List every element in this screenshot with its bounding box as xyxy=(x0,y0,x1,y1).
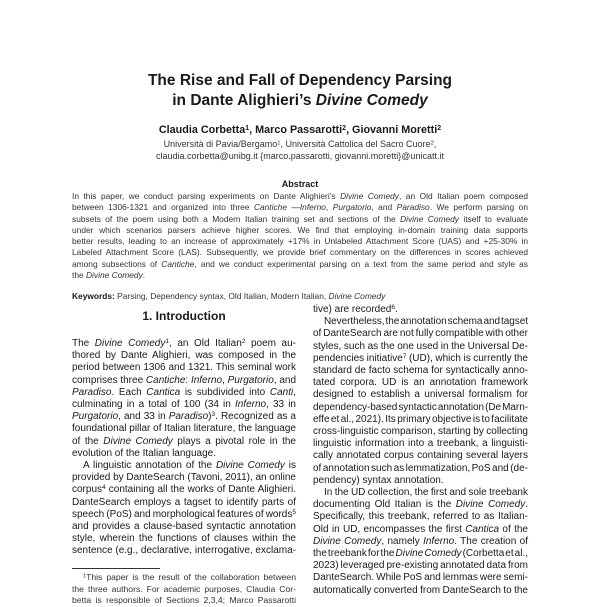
text-segment: is subdivided into xyxy=(180,386,270,398)
text-segment: . xyxy=(525,499,528,511)
text-line xyxy=(72,191,528,202)
text-segment: Nevertheless, the annotation schema and tagset xyxy=(324,316,528,328)
text-line xyxy=(313,353,528,365)
text-segment: betta is responsible of Sections 2,3,4; Marco Passarotti xyxy=(72,595,296,606)
text-segment: This paper is the result of the collaboration between xyxy=(86,572,296,582)
text-line xyxy=(72,375,296,387)
abstract-body xyxy=(72,191,528,281)
text-segment: cross-linguistic comparison, starting by collecting xyxy=(313,426,528,438)
text-line xyxy=(115,291,385,301)
text-line xyxy=(72,509,296,521)
abstract-heading: Abstract xyxy=(281,179,319,189)
text-segment: Labeled Attachment Score (LAS). Subsequently, we provide brief commentary on the differences in scores achieved xyxy=(72,247,528,258)
text-line xyxy=(313,389,528,401)
text-line xyxy=(72,484,296,496)
text-segment: between 1306-1321 and organized into three xyxy=(72,202,254,213)
text-segment: A linguistic annotation of the xyxy=(83,460,216,472)
text-segment: The Rise and Fall of Dependency Parsing xyxy=(147,72,453,89)
italic-text: Divine Comedy xyxy=(455,499,526,511)
italic-text: Divine Comedy xyxy=(313,535,382,547)
italic-text: Cantiche xyxy=(161,258,195,269)
text-segment: , and 33 in xyxy=(118,411,169,423)
text-segment: In the UD collection, the first and sole treebank xyxy=(324,487,528,499)
text-segment: . Each xyxy=(111,386,147,398)
text-segment: . We perform parsing on xyxy=(429,202,528,213)
text-segment: dependency-based syntactic annotation (De Marn- xyxy=(313,401,528,413)
footnote-marker: 1 xyxy=(83,573,87,580)
footnote-marker: 2 xyxy=(342,124,347,132)
text-segment: speech (PoS) and morphological features of words xyxy=(72,508,293,520)
text-segment: the three authors. For academic purposes, Claudia Cor- xyxy=(72,583,296,594)
text-segment: period between 1306 and 1321. This seminal work xyxy=(72,362,296,374)
text-segment: of the xyxy=(499,523,528,535)
text-line xyxy=(313,475,528,487)
italic-text: Purgatorio xyxy=(72,411,119,423)
text-segment: 2023) leveraged pre-existing annotated data from xyxy=(313,560,528,572)
italic-text: Divine Comedy xyxy=(85,270,143,281)
text-segment: in Dante Alighieri’s xyxy=(172,92,316,109)
text-segment: itself to evaluate xyxy=(458,213,528,224)
text-line xyxy=(0,150,600,162)
text-segment: of DanteSearch are not fully compatible with other xyxy=(313,328,528,340)
italic-text: Cantiche xyxy=(145,374,186,386)
text-segment: : xyxy=(185,374,191,386)
italic-text: Divine Comedy xyxy=(215,460,285,472)
text-segment: . The creation of xyxy=(454,535,528,547)
text-segment: , and we conduct experimental parsing on a text from the same period and style as xyxy=(194,258,528,269)
text-line xyxy=(0,123,600,137)
text-line xyxy=(313,487,528,499)
footnote-marker: 6 xyxy=(391,304,395,312)
text-line xyxy=(313,560,528,572)
text-segment: standard de facto schema for syntactically anno- xyxy=(313,365,528,377)
text-segment: (UD), which is currently the xyxy=(406,352,528,364)
text-line xyxy=(72,411,296,423)
text-segment: tive) are recorded xyxy=(313,304,392,315)
text-segment: In this paper, we conduct parsing experiments on Dante Alighieri’s xyxy=(72,191,341,201)
text-line xyxy=(72,472,296,484)
text-segment: Specifically, this treebank, referred to as Italian- xyxy=(313,511,528,523)
text-line xyxy=(72,338,296,350)
text-line xyxy=(72,533,296,545)
text-line xyxy=(313,426,528,438)
text-segment: and provides a clause-based syntactic annotation xyxy=(72,521,296,533)
text-line xyxy=(313,341,528,353)
text-segment: provided by DanteSearch (Tavoni, 2011), an online xyxy=(72,472,296,484)
footnote-marker: 1 xyxy=(245,124,250,132)
text-segment: poem au- xyxy=(245,338,297,349)
text-line xyxy=(313,365,528,377)
author-list xyxy=(0,123,600,137)
text-segment: the xyxy=(72,270,86,281)
text-segment: , xyxy=(293,386,296,398)
footnote-marker: 5 xyxy=(292,508,296,516)
text-segment: The xyxy=(72,338,95,349)
text-segment: among subsections of xyxy=(72,258,162,269)
footnote-marker: 7 xyxy=(402,352,407,360)
text-segment: tated corpora. UD is an annotation framework xyxy=(313,377,528,389)
text-segment: , Giovanni Moretti xyxy=(346,124,438,136)
footnote-divider xyxy=(72,568,160,569)
text-line xyxy=(313,572,528,584)
text-line xyxy=(313,536,528,548)
text-segment: , an Old Italian xyxy=(169,338,242,349)
italic-text: Divine Comedy xyxy=(315,92,428,109)
footnote-marker: 1 xyxy=(165,338,169,346)
text-segment: Parsing, Dependency syntax, Old Italian, Modern Italian, xyxy=(114,291,329,301)
text-line xyxy=(72,214,528,225)
text-line xyxy=(72,350,296,362)
text-line xyxy=(72,460,296,472)
footnote-marker: 3 xyxy=(211,411,216,419)
text-line xyxy=(313,511,528,523)
text-line xyxy=(72,270,528,281)
footnote-marker: 4 xyxy=(102,484,106,492)
text-segment: documenting Old Italian is the xyxy=(313,499,456,511)
footnote xyxy=(72,572,296,607)
italic-text: Cantica xyxy=(465,523,500,535)
text-line xyxy=(72,584,296,596)
text-segment: DanteSearch employs a tagset to identify parts of xyxy=(72,496,296,508)
text-line xyxy=(72,259,528,270)
text-segment: of the xyxy=(72,435,104,447)
text-segment: the treebank for the xyxy=(313,548,396,560)
italic-text: Divine Comedy xyxy=(94,338,166,349)
text-segment: evolution of the Italian language. xyxy=(72,447,216,459)
text-segment: . xyxy=(142,270,146,281)
text-segment: sentence (e.g., declarative, interrogative, exclama- xyxy=(72,545,296,557)
text-line xyxy=(313,463,528,475)
text-line xyxy=(313,304,528,316)
keywords-label: Keywords: xyxy=(72,291,115,301)
text-segment: claudia.corbetta@unibg.it {marco.passarotti, giovanni.moretti}@unicatt.it xyxy=(156,151,444,161)
text-line xyxy=(313,328,528,340)
keywords-list xyxy=(115,291,385,301)
text-segment: , Università Cattolica del Sacro Cuore xyxy=(280,139,431,149)
italic-text: Divine Comedy xyxy=(340,191,399,201)
text-segment: foundational pillar of Italian literature, the language xyxy=(72,423,296,435)
text-line xyxy=(313,450,528,462)
text-segment: Old in UD, encompasses the first xyxy=(313,523,466,535)
text-segment: is xyxy=(284,460,296,472)
text-segment: , 33 in xyxy=(266,399,296,411)
text-line xyxy=(313,377,528,389)
keywords xyxy=(72,291,385,302)
text-segment: Claudia Corbetta xyxy=(158,124,246,136)
italic-text: Divine Comedy xyxy=(395,548,462,560)
text-segment: style, wherein the functions of clauses within the xyxy=(72,533,296,545)
text-segment: Università di Pavia/Bergamo xyxy=(163,139,278,149)
italic-text: Inferno xyxy=(234,399,267,411)
italic-text: Purgatorio xyxy=(332,202,372,213)
text-segment: styles, such as the one used in the Universal De- xyxy=(313,340,528,352)
footnote-marker: 2 xyxy=(437,124,442,132)
italic-text: Paradiso xyxy=(168,411,209,423)
text-segment: plays a pivotal role in the xyxy=(172,435,296,447)
text-segment: thored by Dante Alighieri, was composed in the xyxy=(72,350,296,362)
text-line xyxy=(72,521,296,533)
text-line xyxy=(313,499,528,511)
italic-text: Paradiso xyxy=(396,202,430,213)
text-segment: designed to establish a universal formalism for xyxy=(313,389,528,401)
text-line xyxy=(72,225,528,236)
section-heading-introduction: 1. Introduction xyxy=(142,309,226,323)
text-segment: cally annotated corpus containing several layers xyxy=(313,450,528,462)
italic-text: Divine Comedy xyxy=(328,291,386,301)
text-line xyxy=(72,545,296,557)
italic-text: Paradiso xyxy=(72,386,112,398)
text-segment: pendency) syntax annotation. xyxy=(313,474,444,486)
text-line xyxy=(313,438,528,450)
text-line xyxy=(0,138,600,150)
text-segment: (Corbetta et al., xyxy=(461,548,528,560)
text-segment: , an Old Italian poem composed xyxy=(399,191,528,201)
text-line xyxy=(313,585,528,597)
text-line xyxy=(72,362,296,374)
text-segment: pendencies initiative xyxy=(313,352,403,364)
footnote-marker: 2 xyxy=(430,140,434,147)
text-line xyxy=(72,448,296,460)
text-segment: of annotation such as lemmatization, PoS and (de- xyxy=(313,462,528,474)
text-line xyxy=(72,436,296,448)
text-segment: , xyxy=(325,202,333,213)
footnote-marker: 1 xyxy=(277,140,281,147)
italic-text: Inferno xyxy=(190,374,223,386)
text-line xyxy=(313,414,528,426)
text-line xyxy=(0,71,600,91)
text-line xyxy=(313,548,528,560)
text-segment: , xyxy=(433,139,437,149)
text-segment: . Recognized as a xyxy=(215,411,296,423)
text-segment: containing all the works of Dante Alighieri. xyxy=(105,484,296,496)
text-line xyxy=(313,524,528,536)
text-segment: effe et al., 2021). Its primary objective is to facilitate xyxy=(313,413,528,425)
text-line xyxy=(72,595,296,607)
text-segment: automatically converted from DanteSearch to the xyxy=(313,584,528,596)
text-line xyxy=(72,497,296,509)
text-segment: , xyxy=(222,374,228,386)
affiliations xyxy=(0,138,600,162)
text-line xyxy=(313,402,528,414)
right-column xyxy=(313,304,528,597)
text-segment: , and xyxy=(371,202,397,213)
text-line xyxy=(72,387,296,399)
text-segment: ) xyxy=(208,411,212,423)
left-column xyxy=(72,338,296,558)
text-line xyxy=(72,202,528,213)
italic-text: Canti xyxy=(269,386,294,398)
italic-text: Divine Comedy xyxy=(400,213,459,224)
text-segment: linguistic information into a treebank, a linguisti- xyxy=(313,438,528,450)
text-line xyxy=(72,572,296,584)
text-segment: , namely xyxy=(381,535,424,547)
text-segment: , Marco Passarotti xyxy=(249,124,343,136)
text-segment: DanteSearch. While PoS and lemmas were semi- xyxy=(313,572,528,584)
italic-text: Inferno xyxy=(423,535,455,547)
text-line xyxy=(72,247,528,258)
text-segment: under which scenarios parsers achieve higher scores. We find that employing in-domain training data supports xyxy=(72,224,528,235)
text-segment: corpus xyxy=(72,484,103,496)
text-segment: , and xyxy=(273,374,297,386)
text-line xyxy=(72,423,296,435)
italic-text: Divine Comedy xyxy=(103,435,173,447)
footnote-marker: 2 xyxy=(241,338,246,346)
text-segment: better results, leading to an increase of approximately +17% in Unlabeled Attachment Score (UAS) and +25-30% in xyxy=(72,236,528,247)
italic-text: Purgatorio xyxy=(227,374,274,386)
text-line xyxy=(72,399,296,411)
text-line xyxy=(72,236,528,247)
text-line xyxy=(0,91,600,111)
text-segment: comprises three xyxy=(72,374,146,386)
paper-title xyxy=(0,71,600,111)
text-segment: culminating in a total of 100 (34 in xyxy=(72,399,235,411)
text-line xyxy=(313,316,528,328)
italic-text: Cantiche —Inferno xyxy=(253,202,326,213)
text-segment: subsets of the poem using both a Modern Italian training set and sections of the xyxy=(72,213,401,224)
italic-text: Cantica xyxy=(146,386,181,398)
text-segment: . xyxy=(395,304,398,315)
